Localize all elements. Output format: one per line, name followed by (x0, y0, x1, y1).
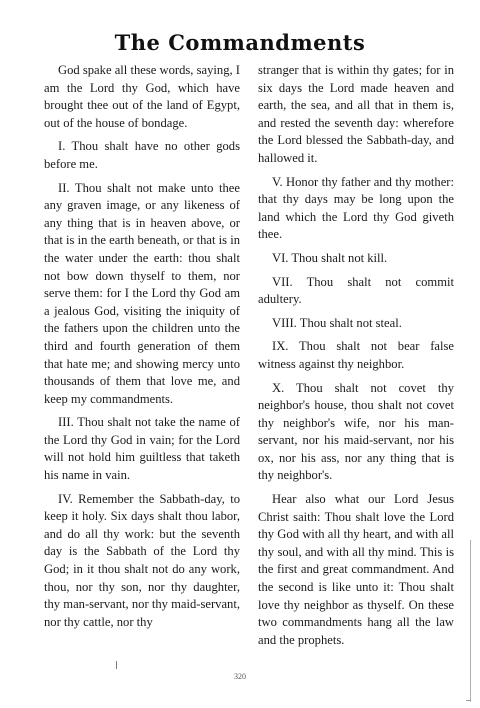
page-title: The Commandments (114, 30, 366, 55)
commandment-4-continuation: stranger that is within thy gates; for in six days the Lord made heaven and earth, the sea, and all that in them is, and rested the seventh day: wherefore the Lord blessed the Sabbath-day, and hallowed it. (258, 63, 454, 165)
commandment-3: III. Thou shalt not take the name of the Lord thy God in vain; for the Lord will not hold him guiltless that taketh his name in vain. (44, 415, 240, 483)
scan-edge-hook (466, 700, 471, 701)
commandment-1: I. Thou shalt have no other gods before me. (44, 139, 240, 171)
commandment-9: IX. Thou shalt not bear false witness against thy neighbor. (258, 339, 454, 371)
scan-edge-line (470, 540, 471, 702)
right-column (258, 62, 454, 655)
commandment-2: II. Thou shalt not make unto thee any graven image, or any likeness of any thing that is in heaven above, or that is in the earth beneath, or that is in the water under the earth: thou shalt not bow down thyself to them, nor serve them: for I the Lord thy God am a jealous God, visiting the iniquity of the fathers upon the children unto the third and fourth generation of them that hate me; and showing mercy unto thousands of them that love me, and keep my commandments. (44, 180, 240, 406)
left-column (44, 62, 240, 637)
commandment-7: VII. Thou shalt not commit adultery. (258, 274, 454, 307)
page-number: 320 (234, 672, 246, 681)
commandment-8: VIII. Thou shalt not steal. (272, 315, 402, 330)
scan-mark (116, 661, 117, 669)
great-commandment-paragraph: Hear also what our Lord Jesus Christ saith: Thou shalt love the Lord thy God with all thy heart, and with all thy soul, and with all thy mind. This is the first and great commandment. And the second is like unto it: Thou shalt love thy neighbor as thyself. On these two commandments hang all the law and the prophets. (258, 492, 454, 647)
commandment-10: X. Thou shalt not covet thy neighbor's house, thou shalt not covet thy neighbor's wife, nor his man-servant, nor his maid-servant, nor his ox, nor his ass, nor any thing that is thy neighbor's. (258, 380, 454, 483)
intro-paragraph: God spake all these words, saying, I am the Lord thy God, which have brought thee out of the land of Egypt, out of the house of bondage. (44, 63, 240, 130)
commandment-4: IV. Remember the Sabbath-day, to keep it holy. Six days shalt thou labor, and do all thy work: but the seventh day is the Sabbath of the Lord thy God; in it thou shalt not do any work, thou, nor thy son, nor thy daughter, thy man-servant, nor thy maid-servant, nor thy cattle, nor thy (44, 491, 240, 629)
commandment-5: V. Honor thy father and thy mother: that thy days may be long upon the land which the Lord thy God giveth thee. (258, 174, 454, 242)
commandment-6: VI. Thou shalt not kill. (272, 250, 388, 265)
